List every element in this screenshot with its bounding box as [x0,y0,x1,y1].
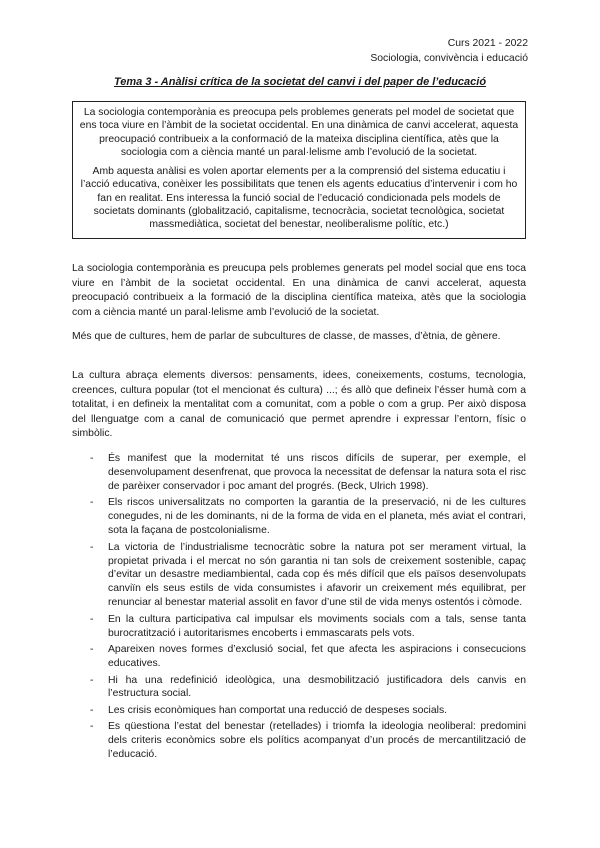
list-item [72,704,526,718]
body-paragraph: Més que de cultures, hem de parlar de subcultures de classe, de masses, d’ètnia, de gènere. [72,331,501,342]
bullet-dash: - [90,541,94,553]
bullet-dash: - [90,497,94,509]
list-item [72,613,526,641]
list-item [72,452,526,494]
summary-box [72,101,526,239]
course-year: Curs 2021 - 2022 [447,38,528,49]
list-item [72,643,526,671]
page-title: Tema 3 - Anàlisi crítica de la societat del canvi i del paper de l’educació [113,76,487,88]
bullet-dash: - [90,674,94,686]
body-paragraph: La sociologia contemporània es preucupa pels problemes generats pel model social que ens toca viure en l’àmbit de la societat occidental. En una dinàmica de canvi accelerat, aquesta preocupació contribueix a la formació de la disciplina científica mateixa, atès que la sociologia com a ciència manté un paral·lelisme amb l’evolució de la societat. [72,263,526,318]
list-item [72,674,526,702]
bullet-dash: - [90,721,94,733]
list-item-text: En la cultura participativa cal impulsar els moviments socials com a tals, sense tanta burocratització i autoritarismes encoberts i emmascarats pels vots. [108,613,526,639]
bullet-dash: - [90,453,94,464]
course-subject: Sociologia, convivència i educació [370,53,528,64]
bullet-dash: - [90,704,94,716]
list-item-text: Es qüestiona l’estat del benestar (retellades) i triomfa la ideologia neoliberal: predomini dels criteris econòmics sobre els polítics acompanyat d’un procés de mercantilització de l’educació. [108,721,526,761]
list-item [72,720,526,762]
bullet-list [72,452,526,765]
list-item-text: Les crisis econòmiques han comportat una reducció de despeses socials. [108,704,448,716]
list-item-text: Hi ha una redefinició ideològica, una desmobilització justificadora dels canvis en l’estructura social. [108,674,526,700]
list-item-text: Apareixen noves formes d’exclusió social, fet que afecta les aspiracions i consecucions educatives. [108,644,526,670]
list-item [72,496,526,538]
list-item-text: La victoria de l’industrialisme tecnocràtic sobre la natura pot ser merament virtual, la propietat privada i el mercat no són garantia ni tan sols de creixement sostenible, capaç d’evitar un desastre mediambiental, cada cop és més difícil que els països desenvolupats canviïn els seus estils de vida consumistes i afavorir un creixement més equilibrat, per renunciar al benestar material assolit en favor d’une stil de vida menys ostentós i còmode. [108,541,526,609]
document-header [370,36,528,66]
list-item-text: És manifest que la modernitat té uns riscos difícils de superar, per exemple, el desenvolupament desenfrenat, que provoca la necessitat de defensar la natura sota el risc de parèixer conservador i poc amant del progrés. (Beck, Ulrich 1998). [108,453,526,492]
summary-paragraph: Amb aquesta anàlisi es volen aportar elements per a la comprensió del sistema educatiu i l’acció educativa, conèixer les possibilitats que tenen els agents educatius d’intervenir i com ho fan en realitat. Ens interessa la funció social de l’educació condicionada pels models de societats dominants (globalització, capitalisme, tecnocràcia, societat tecnològica, societat massmediàtica, societat del benestar, neoliberalisme polític, etc.) [80,166,518,231]
bullet-dash: - [90,644,94,656]
body-paragraph: La cultura abraça elements diversos: pensaments, idees, coneixements, costums, tecnologia, creences, cultura popular (tot el mencionat és cultura) ...; és allò que defineix l’ésser humà com a totalitat, i en defineix la mentalitat com a comunitat, com a poble o com a grup. Per això disposa del llenguatge com a canal de comunicació que permet aprendre i expressar l’entorn, físic o simbòlic. [72,370,526,439]
list-item-text: Els riscos universalitzats no comporten la garantia de la preservació, ni de les cultures conegudes, ni de les dominants, ni de la forma de vida en el planeta, més aviat el contrari, sota la façana de postcolonialisme. [108,497,526,537]
summary-paragraph: La sociologia contemporània es preocupa pels problemes generats pel model de societat que ens toca viure en l’àmbit de la societat occidental. En una dinàmica de canvi accelerat, aquesta preocupació contribueix a la conformació de la mateixa disciplina científica, atès que la sociologia com a ciència manté un paral·lelisme amb l’evolució de la societat. [79,107,519,158]
list-item [72,541,526,611]
bullet-dash: - [90,613,94,625]
